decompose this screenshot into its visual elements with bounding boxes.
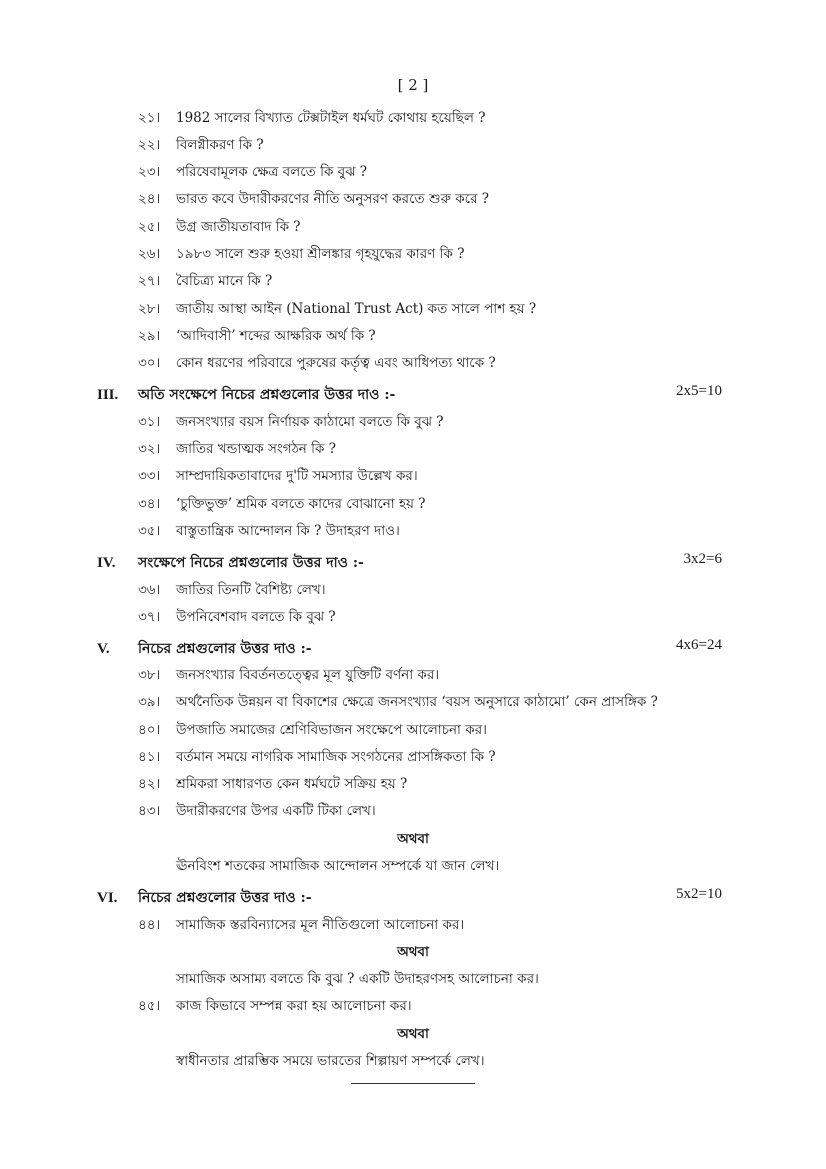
section-roman: III.: [97, 387, 119, 403]
question-text: ভারত কবে উদারীকরণের নীতি অনুসরণ করতে শুরু করে ?: [176, 191, 490, 207]
question-42: [138, 773, 407, 796]
alternative-question-43: ঊনবিংশ শতকের সামাজিক আন্দোলন সম্পর্কে যা জান লেখ।: [176, 858, 500, 874]
question-text: কোন ধরণের পরিবারে পুরুষের কর্তৃত্ব এবং আধিপত্য থাকে ?: [176, 355, 496, 371]
question-text: উপজাতি সমাজের শ্রেণিবিভাজন সংক্ষেপে আলোচনা কর।: [176, 722, 487, 738]
question-number: ৩৮।: [138, 667, 161, 683]
question-text: বৈচিত্র্য মানে কি ?: [176, 273, 273, 289]
question-33: [138, 465, 418, 488]
question-text: জনসংখ্যার বয়স নির্ণায়ক কাঠামো বলতে কি বুঝ ?: [176, 414, 444, 430]
question-28: [138, 298, 536, 321]
question-number: ২৯।: [138, 328, 161, 344]
question-text: অর্থনৈতিক উন্নয়ন বা বিকাশের ক্ষেত্রে জনসংখ্যার ‘বয়স অনুসারে কাঠামো’ কেন প্রাসঙ্গিক ?: [176, 694, 658, 710]
section-title: সংক্ষেপে নিচের প্রশ্নগুলোর উত্তর দাও :-: [138, 555, 364, 571]
question-number: ৩৩।: [138, 468, 161, 484]
section-marks: 4x6=24: [676, 637, 722, 653]
question-27: [138, 270, 272, 293]
question-21: [138, 107, 485, 130]
question-34: [138, 493, 426, 516]
or-label: অথবা: [397, 944, 429, 960]
question-text: বাস্তুতান্ত্রিক আন্দোলন কি ? উদাহরণ দাও।: [176, 523, 400, 539]
question-43: [138, 800, 376, 823]
question-number: ৪২।: [138, 776, 161, 792]
question-44: [138, 914, 464, 937]
question-number: ২৪।: [138, 191, 161, 207]
question-25: [138, 216, 301, 239]
question-number: ২৩।: [138, 164, 161, 180]
question-text: বিলগ্নীকরণ কি ?: [176, 137, 264, 153]
section-iv-heading: [97, 551, 722, 575]
question-number: ২১।: [138, 110, 161, 126]
question-number: ৪৩।: [138, 803, 161, 819]
section-v-heading: [97, 637, 722, 661]
question-number: ৪৪।: [138, 917, 161, 933]
question-22: [138, 134, 264, 157]
question-38: [138, 664, 439, 687]
end-divider: [351, 1083, 475, 1084]
question-text: 1982 সালের বিখ্যাত টেক্সটাইল ধর্মঘট কোথায় হয়েছিল ?: [176, 110, 486, 126]
question-number: ৩২।: [138, 441, 161, 457]
question-37: [138, 606, 336, 629]
section-title: নিচের প্রশ্নগুলোর উত্তর দাও :-: [138, 890, 312, 906]
or-label: অথবা: [397, 1026, 429, 1042]
question-text: শ্রমিকরা সাধারণত কেন ধর্মঘটে সক্রিয় হয় ?: [176, 776, 408, 792]
question-text: জাতীয় আস্থা আইন (National Trust Act) কত সালে পাশ হয় ?: [176, 301, 537, 317]
question-40: [138, 719, 487, 742]
question-number: ৪০।: [138, 722, 161, 738]
question-text: বর্তমান সময়ে নাগরিক সামাজিক সংগঠনের প্রাসঙ্গিকতা কি ?: [176, 749, 496, 765]
section-vi-heading: [97, 886, 722, 910]
section-title: নিচের প্রশ্নগুলোর উত্তর দাও :-: [138, 641, 312, 657]
question-text: কাজ কিভাবে সম্পন্ন করা হয় আলোচনা কর।: [176, 998, 412, 1014]
question-text: উপনিবেশবাদ বলতে কি বুঝ ?: [176, 609, 336, 625]
question-text: জাতির তিনটি বৈশিষ্ট্য লেখ।: [176, 582, 326, 598]
question-text: পরিষেবামূলক ক্ষেত্র বলতে কি বুঝ ?: [176, 164, 367, 180]
question-number: ৩০।: [138, 355, 161, 371]
question-number: ৩৬।: [138, 582, 161, 598]
question-number: ২৫।: [138, 219, 161, 235]
question-24: [138, 188, 489, 211]
question-text: ‘আদিবাসী’ শব্দের আক্ষরিক অর্থ কি ?: [176, 328, 376, 344]
section-iii-heading: [97, 383, 722, 407]
question-26: [138, 243, 464, 266]
section-marks: 2x5=10: [676, 383, 722, 399]
section-roman: VI.: [97, 890, 118, 906]
question-text: ‘চুক্তিভুক্ত’ শ্রমিক বলতে কাদের বোঝানো হয় ?: [176, 496, 426, 512]
question-35: [138, 520, 400, 543]
question-36: [138, 579, 326, 602]
question-text: উগ্র জাতীয়তাবাদ কি ?: [176, 219, 301, 235]
question-31: [138, 411, 444, 434]
or-label: অথবা: [397, 831, 429, 847]
question-30: [138, 352, 496, 375]
question-32: [138, 438, 336, 461]
question-number: ২২।: [138, 137, 161, 153]
question-text: জাতির খন্ডাত্মক সংগঠন কি ?: [176, 441, 336, 457]
page-number: [ 2 ]: [397, 76, 429, 94]
question-text: জনসংখ্যার বিবর্তনতত্ত্বের মূল যুক্তিটি বর্ণনা কর।: [176, 667, 440, 683]
section-roman: IV.: [97, 555, 116, 571]
question-text: ১৯৮৩ সালে শুরু হওয়া শ্রীলঙ্কার গৃহযুদ্ধের কারণ কি ?: [176, 246, 465, 262]
question-number: ৩৪।: [138, 496, 161, 512]
question-text: সামাজিক স্তরবিন্যাসের মূল নীতিগুলো আলোচনা কর।: [176, 917, 465, 933]
question-text: উদারীকরণের উপর একটি টিকা লেখ।: [176, 803, 376, 819]
alternative-question-44: সামাজিক অসাম্য বলতে কি বুঝ ? একটি উদাহরণসহ আলোচনা কর।: [176, 971, 539, 987]
question-number: ৩৫।: [138, 523, 161, 539]
question-29: [138, 325, 376, 348]
question-number: ৪১।: [138, 749, 161, 765]
alternative-question-45: স্বাধীনতার প্রারম্ভিক সময়ে ভারতের শিল্পায়ণ সম্পর্কে লেখ।: [176, 1053, 485, 1069]
question-number: ৪৫।: [138, 998, 161, 1014]
section-title: অতি সংক্ষেপে নিচের প্রশ্নগুলোর উত্তর দাও :-: [138, 387, 396, 403]
question-23: [138, 161, 367, 184]
question-number: ৩১।: [138, 414, 161, 430]
question-text: সাম্প্রদায়িকতাবাদের দু'টি সমস্যার উল্লেখ কর।: [176, 468, 418, 484]
question-number: ৩৭।: [138, 609, 161, 625]
question-number: ৩৯।: [138, 694, 161, 710]
section-marks: 5x2=10: [676, 886, 722, 902]
question-41: [138, 746, 496, 769]
question-39: [138, 691, 658, 714]
section-marks: 3x2=6: [683, 551, 722, 567]
question-number: ২৭।: [138, 273, 161, 289]
question-number: ২৬।: [138, 246, 161, 262]
section-roman: V.: [97, 641, 110, 657]
question-number: ২৮।: [138, 301, 161, 317]
question-45: [138, 995, 412, 1018]
